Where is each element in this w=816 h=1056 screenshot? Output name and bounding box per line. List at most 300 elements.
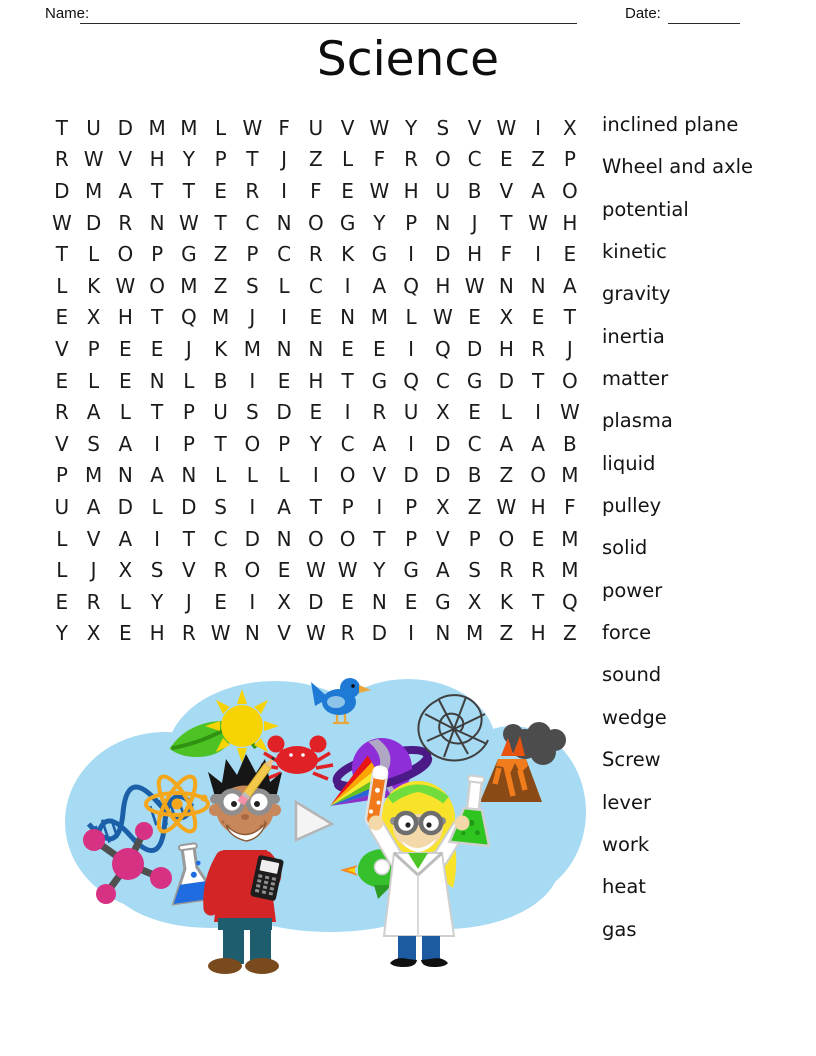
grid-letter: K [87,273,101,298]
grid-letter: R [245,178,260,203]
grid-letter: A [499,431,514,456]
grid-letter: N [340,305,356,330]
grid-letter: O [562,368,578,393]
grid-letter: R [499,558,514,583]
grid-letter: A [118,431,133,456]
grid-letter: E [531,526,545,551]
grid-letter: L [215,115,227,140]
grid-letter: O [339,463,356,488]
grid-letter: N [149,210,165,235]
grid-letter: P [341,494,354,519]
grid-letter: X [467,589,482,614]
grid-letter: I [535,115,542,140]
grid-letter: X [436,400,450,425]
grid-letter: P [278,431,291,456]
grid-letter: R [213,558,228,583]
grid-letter: A [372,273,387,298]
grid-letter: K [341,242,355,267]
grid-letter: P [182,400,195,425]
grid-letter: T [151,178,164,203]
word-search-grid [46,112,586,649]
grid-letter: V [436,526,450,551]
grid-letter: I [249,494,256,519]
grid-letter: Q [403,368,419,393]
grid-letter: I [376,494,383,519]
grid-letter: P [151,242,164,267]
grid-letter: I [281,305,288,330]
grid-letter: C [467,431,482,456]
grid-letter: U [213,400,228,425]
grid-letter: T [309,494,322,519]
grid-letter: M [148,115,166,140]
grid-letter: E [341,336,354,361]
grid-letter: E [214,178,227,203]
word-list-item: inclined plane [602,113,739,136]
word-list-item: inertia [602,324,665,348]
grid-letter: P [87,336,100,361]
grid-letter: U [403,400,419,425]
grid-letter: S [87,431,100,456]
grid-letter: Y [405,115,418,140]
grid-letter: E [55,368,69,393]
grid-letter: N [276,526,292,551]
grid-letter: X [563,115,577,140]
grid-letter: Z [213,242,228,267]
word-list-item: plasma [602,409,673,433]
grid-letter: D [435,431,451,456]
grid-letter: M [561,526,579,551]
grid-letter: M [211,305,230,330]
grid-letter: V [182,558,196,583]
grid-letter: V [499,178,514,203]
grid-letter: B [563,431,577,456]
grid-letter: P [405,210,418,235]
grid-letter: M [84,463,103,488]
grid-letter: L [88,242,100,267]
grid-letter: S [214,494,227,519]
grid-letter: R [54,400,69,425]
grid-letter: E [277,558,291,583]
grid-letter: M [180,273,198,298]
grid-letter: S [246,400,259,425]
grid-letter: D [498,368,515,393]
grid-letter: C [340,431,355,456]
word-list-item: work [602,832,650,856]
grid-letter: W [528,210,549,235]
grid-letter: V [467,115,482,140]
grid-letter: N [371,589,387,614]
grid-letter: X [86,621,101,646]
page-title: Science [316,32,500,87]
grid-letter: Z [309,147,323,172]
grid-letter: E [55,305,69,330]
grid-letter: T [55,242,68,267]
grid-letter: L [278,463,290,488]
grid-letter: K [499,589,513,614]
grid-letter: J [249,305,256,330]
grid-letter: D [435,463,451,488]
grid-letter: E [150,336,164,361]
grid-letter: J [90,558,97,583]
grid-letter: I [408,242,415,267]
name-label: Name: [45,5,90,22]
grid-letter: W [432,305,453,330]
grid-letter: P [405,526,418,551]
grid-letter: I [408,621,415,646]
grid-letter: I [344,273,351,298]
grid-letter: O [435,147,451,172]
grid-letter: L [246,463,258,488]
date-blank-line [668,7,740,24]
grid-letter: I [312,463,319,488]
grid-letter: H [403,178,419,203]
grid-letter: X [499,305,514,330]
grid-letter: W [369,115,390,140]
grid-letter: L [56,526,68,551]
grid-letter: T [246,147,259,172]
grid-letter: R [372,400,387,425]
grid-letter: E [55,589,69,614]
grid-letter: E [500,147,513,172]
word-list-item: gas [602,917,637,941]
word-list-item: lever [602,790,651,814]
grid-letter: O [339,526,356,551]
grid-letter: T [214,210,227,235]
grid-letter: N [435,210,451,235]
grid-letter: M [180,115,198,140]
grid-letter: L [151,494,163,519]
grid-letter: Y [151,589,164,614]
grid-letter: O [562,178,578,203]
grid-letter: H [498,336,514,361]
grid-letter: E [309,305,323,330]
grid-letter: I [281,178,288,203]
grid-letter: L [56,558,68,583]
grid-letter: V [118,147,133,172]
grid-letter: A [150,463,164,488]
grid-letter: R [118,210,133,235]
grid-letter: E [531,305,545,330]
grid-letter: M [561,558,579,583]
word-list-item: potential [602,197,689,221]
grid-letter: R [54,147,69,172]
grid-letter: V [277,621,291,646]
name-blank-line [80,7,577,24]
grid-letter: O [244,431,261,456]
grid-letter: Y [55,621,68,646]
grid-letter: M [243,336,261,361]
grid-letter: J [566,336,573,361]
grid-letter: H [308,368,324,393]
grid-letter: V [55,431,69,456]
grid-letter: W [369,178,390,203]
grid-letter: L [88,368,100,393]
grid-letter: H [562,210,578,235]
word-list-item: gravity [602,282,671,306]
grid-letter: F [278,115,290,140]
grid-letter: H [435,273,451,298]
grid-letter: E [309,400,323,425]
grid-letter: Z [499,621,514,646]
grid-letter: O [244,558,261,583]
grid-letter: I [408,431,415,456]
grid-letter: U [435,178,451,203]
grid-letter: L [500,400,512,425]
sun-icon [205,689,279,763]
grid-letter: J [185,336,192,361]
grid-letter: C [435,368,450,393]
grid-letter: T [214,431,227,456]
grid-letter: C [308,273,323,298]
grid-letter: P [405,494,418,519]
grid-letter: F [564,494,576,519]
grid-letter: W [305,621,326,646]
grid-letter: A [86,494,101,519]
grid-letter: S [246,273,259,298]
word-list-item: sound [602,663,662,687]
grid-letter: V [55,336,69,361]
grid-letter: N [149,368,165,393]
grid-letter: A [436,558,450,583]
grid-letter: I [535,242,542,267]
grid-letter: A [277,494,291,519]
grid-letter: O [530,463,546,488]
grid-letter: W [210,621,231,646]
grid-letter: R [531,336,546,361]
science-illustration [60,660,590,978]
grid-letter: I [535,400,542,425]
grid-letter: D [117,494,134,519]
grid-letter: B [213,368,228,393]
grid-letter: L [215,463,227,488]
grid-letter: E [404,589,418,614]
grid-letter: A [531,431,545,456]
grid-letter: H [149,147,165,172]
word-list [602,104,812,951]
word-list-item: pulley [602,494,662,518]
grid-letter: D [181,494,197,519]
grid-letter: F [310,178,322,203]
grid-letter: X [118,558,133,583]
grid-letter: B [467,178,482,203]
grid-letter: N [244,621,260,646]
grid-letter: W [496,494,517,519]
grid-letter: D [117,115,134,140]
grid-letter: Z [499,463,514,488]
grid-letter: K [214,336,228,361]
grid-letter: E [119,336,132,361]
grid-letter: W [178,210,199,235]
grid-letter: D [466,336,483,361]
grid-letter: J [281,147,288,172]
date-label: Date: [625,5,661,22]
grid-letter: N [530,273,546,298]
grid-letter: D [308,589,324,614]
grid-letter: E [468,400,481,425]
boy-scientist [208,754,284,974]
grid-letter: T [182,178,195,203]
grid-letter: I [344,400,351,425]
grid-letter: Z [467,494,482,519]
grid-letter: S [150,558,164,583]
grid-letter: T [151,400,164,425]
grid-letter: U [54,494,70,519]
grid-letter: R [181,621,196,646]
word-list-item: wedge [602,705,667,729]
grid-letter: T [532,368,545,393]
grid-letter: R [340,621,355,646]
grid-letter: S [436,115,450,140]
grid-letter: A [86,400,101,425]
grid-letter: I [154,526,161,551]
grid-letter: A [531,178,545,203]
grid-letter: O [117,242,134,267]
grid-letter: H [530,621,546,646]
grid-letter: N [181,463,197,488]
grid-letter: Y [373,210,386,235]
grid-letter: H [467,242,483,267]
word-list-item: kinetic [602,240,667,264]
grid-letter: B [467,463,482,488]
grid-letter: E [214,589,227,614]
grid-letter: E [563,242,577,267]
grid-letter: L [119,400,131,425]
grid-letter: D [85,210,102,235]
grid-letter: J [185,589,192,614]
grid-letter: O [308,210,324,235]
grid-letter: V [86,526,101,551]
grid-letter: L [405,305,417,330]
grid-letter: D [435,242,451,267]
grid-letter: P [55,463,68,488]
word-list-item: force [602,621,652,645]
grid-letter: X [436,494,450,519]
grid-letter: E [119,621,132,646]
grid-letter: L [278,273,290,298]
grid-letter: E [373,336,386,361]
grid-letter: N [308,336,324,361]
grid-letter: T [55,115,68,140]
grid-letter: W [337,558,358,583]
grid-letter: F [373,147,386,172]
grid-letter: Q [435,336,451,361]
grid-letter: O [498,526,515,551]
grid-letter: T [532,589,545,614]
word-list-item: heat [602,875,646,899]
grid-letter: R [531,558,546,583]
grid-letter: Y [309,431,322,456]
word-list-item: liquid [602,451,656,475]
grid-letter: D [54,178,70,203]
grid-letter: L [342,147,354,172]
grid-letter: R [404,147,419,172]
grid-letter: V [340,115,355,140]
grid-letter: L [119,589,131,614]
grid-letter: M [465,621,484,646]
grid-letter: M [561,463,579,488]
grid-letter: X [277,589,291,614]
grid-letter: P [182,431,195,456]
grid-letter: A [118,526,133,551]
grid-letter: G [466,368,483,393]
grid-letter: U [86,115,101,140]
grid-letter: Q [181,305,197,330]
grid-letter: N [498,273,514,298]
grid-letter: Y [182,147,195,172]
grid-letter: S [468,558,481,583]
grid-letter: M [370,305,388,330]
grid-letter: T [341,368,354,393]
grid-letter: E [341,589,354,614]
word-list-item: power [602,578,663,602]
grid-letter: E [277,368,291,393]
grid-letter: I [249,589,256,614]
grid-letter: T [151,305,164,330]
word-list-item: matter [602,367,669,391]
grid-letter: E [119,368,132,393]
grid-letter: E [468,305,481,330]
grid-letter: I [154,431,161,456]
grid-letter: W [559,400,580,425]
word-list-item: solid [602,536,648,560]
grid-letter: X [86,305,101,330]
grid-letter: A [563,273,577,298]
grid-letter: L [183,368,195,393]
cloud-background [65,679,586,932]
grid-letter: R [86,589,101,614]
grid-letter: T [500,210,513,235]
grid-letter: G [403,558,419,583]
grid-letter: L [56,273,68,298]
grid-letter: A [372,431,387,456]
grid-letter: N [276,210,292,235]
grid-letter: C [245,210,260,235]
grid-letter: D [244,526,261,551]
grid-letter: W [83,147,104,172]
grid-letter: G [435,589,451,614]
grid-letter: N [276,336,292,361]
grid-letter: C [213,526,228,551]
grid-letter: Y [373,558,386,583]
grid-letter: I [408,336,415,361]
grid-letter: T [563,305,576,330]
grid-letter: W [464,273,485,298]
grid-letter: Z [563,621,577,646]
grid-letter: P [563,147,576,172]
grid-letter: G [371,242,388,267]
grid-letter: G [371,368,388,393]
grid-letter: C [467,147,482,172]
grid-letter: Z [213,273,228,298]
grid-letter: O [308,526,324,551]
grid-letter: J [471,210,478,235]
grid-letter: Q [562,589,578,614]
grid-letter: P [468,526,481,551]
grid-letter: H [149,621,165,646]
grid-letter: W [496,115,517,140]
grid-letter: T [373,526,386,551]
grid-letter: V [372,463,387,488]
grid-letter: P [246,242,259,267]
grid-letter: R [308,242,323,267]
grid-letter: A [118,178,133,203]
grid-letter: W [242,115,263,140]
grid-letter: T [182,526,195,551]
grid-letter: N [117,463,133,488]
grid-letter: Q [403,273,419,298]
grid-letter: H [117,305,133,330]
grid-letter: P [214,147,227,172]
